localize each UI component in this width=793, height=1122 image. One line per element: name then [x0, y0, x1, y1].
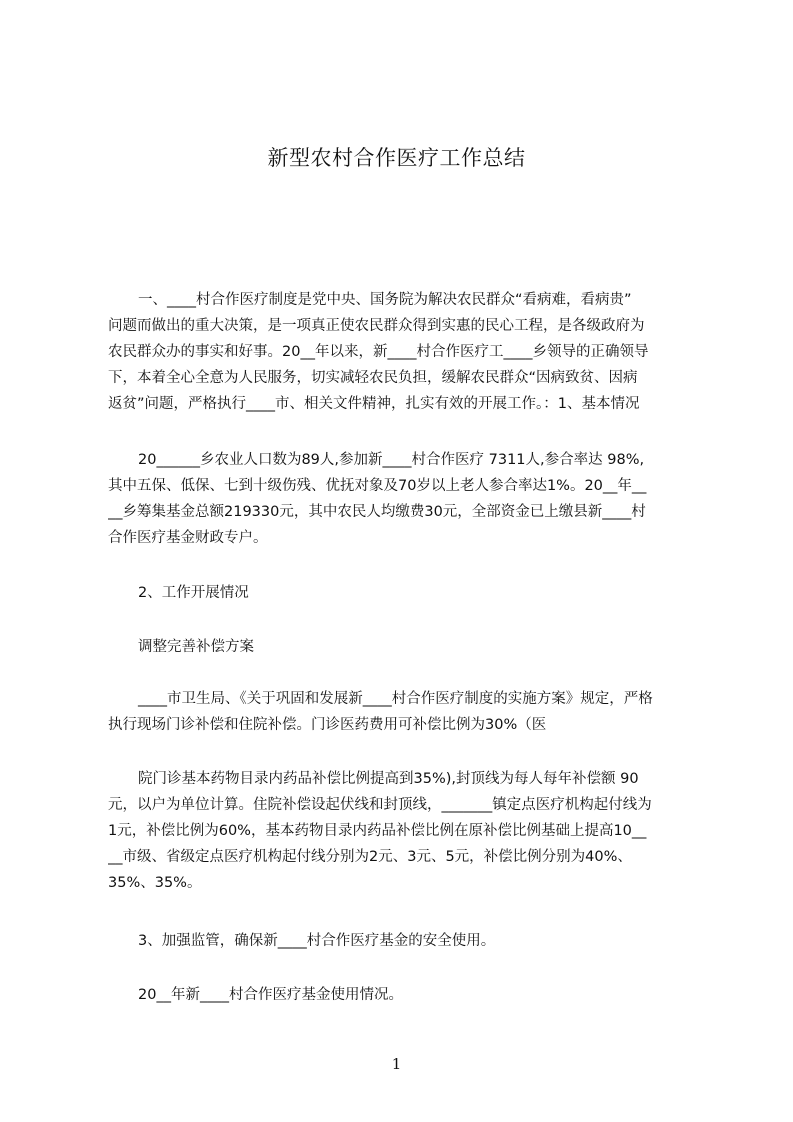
- text-line: __市级、省级定点医疗机构起付线分别为2元、3元、5元，补偿比例分别为40%、: [108, 849, 632, 865]
- text-line: 执行现场门诊补偿和住院补偿。门诊医药费用可补偿比例为30%（医: [108, 717, 547, 733]
- section-heading-adjust: [108, 634, 700, 660]
- paragraph-hospital: [108, 766, 700, 896]
- page-number: 1: [391, 1055, 402, 1073]
- text-line: 2、工作开展情况: [138, 585, 249, 601]
- text-line: 问题而做出的重大决策，是一项真正使农民群众得到实惠的民心工程，是各级政府为: [108, 318, 645, 334]
- text-line: 35%、35%。: [108, 875, 202, 891]
- page-title: 新型农村合作医疗工作总结: [267, 146, 526, 170]
- text-line: 院门诊基本药物目录内药品补偿比例提高到35%),封顶线为每人每年补偿额 90: [138, 771, 639, 787]
- text-line: 3、加强监管，确保新____村合作医疗基金的安全使用。: [138, 933, 496, 949]
- text-line: __乡筹集基金总额219330元，其中农民人均缴费30元，全部资金已上缴县新____村: [108, 504, 646, 520]
- section-heading-supervision: [108, 928, 700, 954]
- text-line: 一、____村合作医疗制度是党中央、国务院为解决农民群众“看病难，看病贵”: [138, 292, 632, 308]
- text-line: 1元，补偿比例为60%，基本药物目录内药品补偿比例在原补偿比例基础上提高10__: [108, 823, 647, 839]
- text-line: 20______乡农业人口数为89人,参加新____村合作医疗 7311人,参合率达 98%,: [138, 452, 645, 468]
- paragraph-basic-info: [108, 447, 700, 551]
- text-line: ____市卫生局、《关于巩固和发展新____村合作医疗制度的实施方案》规定，严格: [138, 691, 653, 707]
- section-heading-fund-usage: [108, 982, 700, 1008]
- text-line: 20__年新____村合作医疗基金使用情况。: [138, 987, 403, 1003]
- text-line: 合作医疗基金财政专户。: [108, 530, 268, 546]
- paragraph-compensation: [108, 686, 700, 738]
- section-heading-work: [108, 580, 700, 606]
- text-line: 调整完善补偿方案: [138, 639, 254, 655]
- text-line: 农民群众办的事实和好事。20__年以来，新____村合作医疗工____乡领导的正确领导: [108, 344, 649, 360]
- paragraph-intro: [108, 287, 700, 417]
- text-line: 返贫”问题，严格执行____市、相关文件精神，扎实有效的开展工作。：1、基本情况: [108, 396, 640, 412]
- text-line: 元，以户为单位计算。住院补偿设起伏线和封顶线，_______镇定点医疗机构起付线为: [108, 797, 652, 813]
- text-line: 下，本着全心全意为人民服务，切实减轻农民负担，缓解农民群众“因病致贫、因病: [108, 370, 638, 386]
- text-line: 其中五保、低保、七到十级伤残、优抚对象及70岁以上老人参合率达1%。20__年__: [108, 478, 647, 494]
